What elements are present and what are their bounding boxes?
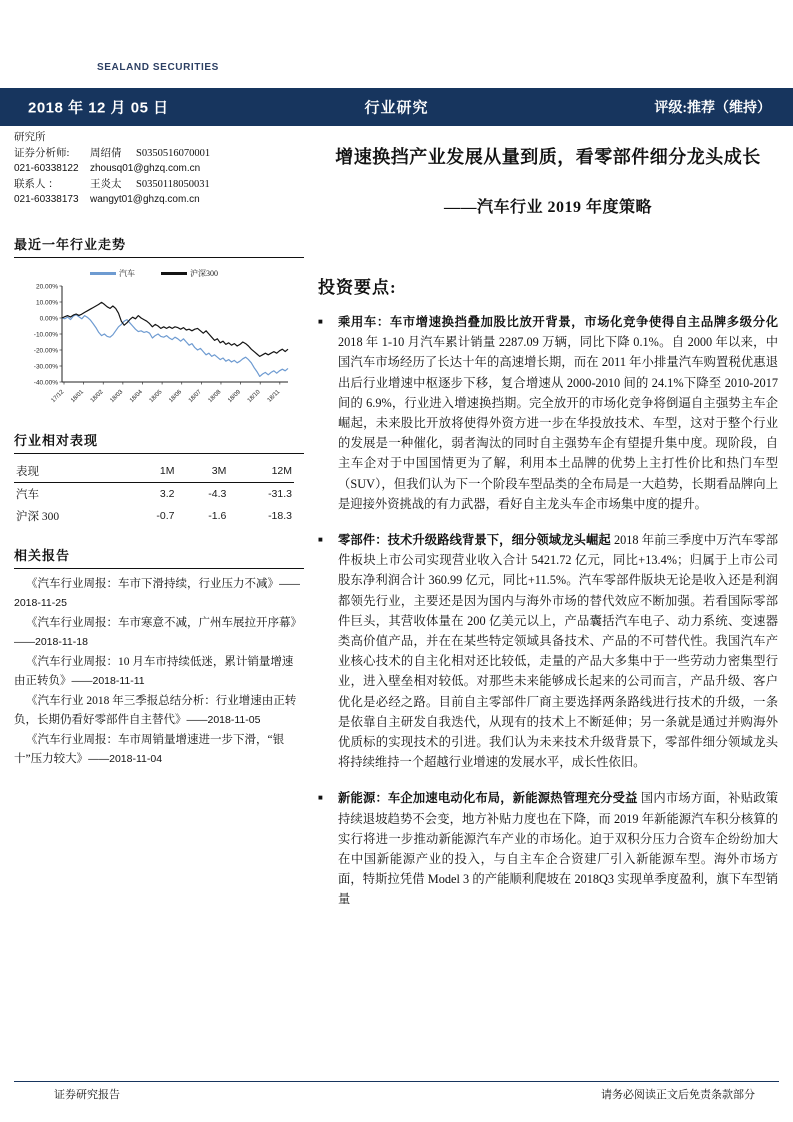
report-rating: 评级:推荐（维持） (654, 101, 771, 116)
analyst-license-code: S0350516070001 (136, 147, 211, 159)
investment-point-text: 2018 年 1-10 月汽车累计销量 2287.09 万辆，同比下降 0.1%。自 2000 年以来，中国汽车市场经历了长达十年的高速增长期，而在 2011 年小排量汽车购置税优惠退出后行业增速中枢逐步下移，复合增速从 2000-2010 间的 24.1%下降至 2010-2017 间的 6.9%，行业进入增速换挡期。完全放开的市场化竞争将倒逼自主强势主车企崛起，未来股比开放将使得外资方进一步在华投放技术、车型，这对于整个行业的发展是一种催化，弱者淘汰的同时自主强势车企有望提升集中度。现阶段，自主车企对于中国国情更为了解，利用本土品牌的优势上主打性价比和热门车型（SUV），但我们认为下一个阶段车型品类的全布局是一大趋势，长期看品牌向上是迎接外资挑战的有力武器，看好自主龙头车企市场集中度的提升。 (338, 335, 778, 511)
svg-text:-20.00%: -20.00% (33, 347, 58, 354)
col-header-3m: 3M (211, 464, 227, 477)
performance-table-head (14, 460, 294, 483)
trend-heading: 最近一年行业走势 (14, 236, 127, 252)
analyst-email[interactable]: zhousq01@ghzq.com.cn (90, 163, 201, 174)
contact-row (14, 177, 304, 193)
svg-text:18/11: 18/11 (266, 388, 282, 404)
svg-text:-40.00%: -40.00% (33, 379, 58, 386)
table-row (14, 505, 294, 527)
table-cell: 3.2 (125, 482, 177, 505)
svg-text:18/08: 18/08 (207, 388, 223, 404)
col-header-12m: 12M (271, 464, 292, 477)
investment-point-text: 2018 年前三季度中万汽车零部件板块上市公司实现营业收入合计 5421.72 亿元，同比+13.4%；归属于上市公司股东净利润合计 360.99 亿元，同比+11.5%。汽车零部件版块无论是收入还是利润都领先行业，主要还是因为国内与海外市场的替代效应不断加强。若看国际零部件巨头，其营收体量在 200 亿美元以上，产品囊括汽车电子、动力系统、变速器类高价值产品，并在在某些特定领域具备技术、产品的不可替代性。我国汽车产业核心技术的自主化相对还比较低，走量的产品大多集中于一些劳动力密集型行业，进入壁垒相对较低。对那些未来能够成长起来的公司而言，产品升级、客户优化是必经之路。目前自主零部件厂商主要选择两条路线进行技术的升级，一条是依靠自主研发自我迭代，从现有的技术上不断延伸；另一条就是通过并购海外优质标的实现技术的引进。我们认为未来技术升级背景下，零部件细分领域龙头将持续维持一个超越行业增速的发展水平，成长性依旧。 (338, 533, 778, 770)
department-label: 研究所 (14, 132, 46, 143)
performance-heading-rule (14, 453, 304, 454)
table-cell: -31.3 (228, 482, 294, 505)
investment-point (318, 530, 778, 772)
svg-text:18/04: 18/04 (129, 388, 144, 404)
report-header-band (0, 88, 793, 126)
related-report-item[interactable] (14, 653, 304, 691)
related-report-title: 《汽车行业周报：10 月车市持续低迷，累计销量增速由正转负》 (14, 655, 294, 687)
company-logo-text: SEALAND SECURITIES (97, 62, 219, 73)
related-report-date: ——2018-11-04 (88, 752, 163, 765)
analyst-name: 周绍倩 (90, 147, 122, 159)
svg-text:0.00%: 0.00% (39, 315, 58, 322)
table-cell: -1.6 (208, 509, 227, 522)
investment-point-body (338, 312, 778, 514)
performance-section (14, 430, 304, 527)
table-header-row (14, 460, 294, 483)
analyst-phone: 021-60338122 (14, 163, 79, 174)
svg-text:-10.00%: -10.00% (33, 331, 58, 338)
svg-text:17/12: 17/12 (50, 388, 66, 404)
bullet-square-icon: ■ (318, 793, 323, 803)
bullet-square-icon: ■ (318, 317, 323, 326)
contact-role-label: 联系人 ： (14, 178, 59, 190)
svg-text:18/06: 18/06 (168, 388, 184, 404)
footer-right-text: 请务必阅读正文后免责条款部分 (601, 1089, 755, 1101)
table-cell: -4.3 (177, 482, 229, 505)
footer-left-text: 证券研究报告 (54, 1089, 120, 1101)
main-content (318, 126, 778, 926)
related-report-item[interactable] (14, 575, 304, 613)
svg-text:18/07: 18/07 (187, 388, 203, 404)
svg-text:10.00%: 10.00% (35, 299, 58, 306)
related-report-item[interactable] (14, 692, 304, 730)
brand-row (0, 62, 793, 86)
svg-text:18/01: 18/01 (70, 388, 86, 404)
related-report-title: 《汽车行业 2018 年三季报总结分析：行业增速由正转负，长期仍看好零部件自主替代》 (14, 694, 297, 726)
report-category: 行业研究 (364, 100, 429, 117)
legend-label-csi300: 沪深300 (190, 269, 218, 278)
related-report-title: 《汽车行业周报：车市下滑持续，行业压力不减》 (26, 577, 279, 590)
performance-table-body (14, 482, 294, 527)
page-footer (14, 1086, 779, 1106)
related-reports-list (14, 575, 304, 769)
investment-point-lead: 零部件：技术升级路线背景下，细分领域龙头崛起 (338, 533, 611, 548)
table-cell: -18.3 (268, 509, 292, 522)
investment-point-body (338, 788, 778, 909)
related-report-date: ——2018-11-25 (14, 577, 300, 609)
related-reports-heading: 相关报告 (14, 547, 71, 563)
related-report-title: 《汽车行业周报：车市周销量增速进一步下滑，“银十”压力较大》 (14, 733, 285, 765)
legend-swatch-csi300 (161, 272, 187, 275)
row-label: 沪深 300 (16, 510, 60, 523)
table-row (14, 482, 294, 505)
svg-text:18/09: 18/09 (227, 388, 243, 404)
trend-heading-rule (14, 257, 304, 258)
investment-point-lead: 新能源：车企加速电动化布局，新能源热管理充分受益 (338, 791, 638, 806)
investment-point (318, 312, 778, 514)
investment-point-body (338, 530, 778, 772)
page-subtitle: ——汽车行业 2019 年度策略 (443, 199, 652, 216)
col-header-1m: 1M (159, 464, 175, 477)
contact-name: 王炎太 (90, 178, 122, 190)
related-report-date: ——2018-11-05 (186, 713, 261, 726)
svg-text:-30.00%: -30.00% (33, 363, 58, 370)
contact-phone: 021-60338173 (14, 194, 79, 205)
col-header-metric: 表现 (16, 465, 39, 478)
related-report-date: ——2018-11-11 (71, 674, 145, 687)
performance-table (14, 460, 294, 527)
related-report-title: 《汽车行业周报：车市寒意不减，广州车展拉开序幕》 (26, 616, 302, 629)
related-report-item[interactable] (14, 731, 304, 769)
contact-contact-row (14, 192, 304, 208)
analyst-role-label: 证券分析师: (14, 147, 70, 159)
document-body (0, 126, 793, 1076)
analyst-info-block (14, 126, 304, 208)
legend-label-auto: 汽车 (119, 269, 135, 278)
related-report-date: ——2018-11-18 (14, 635, 88, 648)
contact-license-code: S0350118050031 (136, 178, 210, 190)
left-sidebar (14, 126, 304, 770)
page-title: 增速换挡产业发展从量到质，看零部件细分龙头成长 (335, 147, 761, 167)
analyst-contact-row (14, 161, 304, 177)
related-reports-section (14, 545, 304, 769)
investment-point (318, 788, 778, 909)
investment-points-list (318, 312, 778, 910)
svg-text:18/10: 18/10 (246, 388, 262, 404)
investment-point-lead: 乘用车：车市增速换挡叠加股比放开背景，市场化竞争使得自主品牌多级分化 (338, 315, 778, 329)
related-reports-heading-rule (14, 568, 304, 569)
trend-chart-svg (14, 280, 294, 416)
footer-divider (14, 1081, 779, 1082)
legend-swatch-auto (90, 272, 116, 275)
trend-section (14, 234, 304, 416)
analyst-row (14, 146, 304, 162)
table-cell: -0.7 (156, 509, 175, 522)
row-label: 汽车 (14, 482, 125, 505)
svg-text:18/05: 18/05 (148, 388, 164, 404)
svg-text:18/02: 18/02 (89, 388, 105, 404)
industry-trend-chart (14, 266, 294, 416)
svg-text:20.00%: 20.00% (35, 283, 58, 290)
investment-points-heading: 投资要点: (318, 278, 397, 297)
performance-heading: 行业相对表现 (14, 432, 99, 448)
svg-text:18/03: 18/03 (109, 388, 125, 404)
investment-point-text: 国内市场方面，补贴政策持续退坡趋势不会变，地方补贴力度也在下降，而 2019 年新能源汽车积分核算的实行将进一步推动新能源汽车产业的市场化。迫于双积分压力合资车企纷纷加大在中国新能源产业的投入，与自主车企合资建厂引入新能源车型。海外市场方面，特斯拉凭借 Model 3 的产能顺利爬坡在 2018Q3 实现单季度盈利，旗下车型销量 (338, 791, 778, 907)
report-date: 2018 年 12 月 05 日 (28, 99, 169, 117)
bullet-square-icon: ■ (318, 535, 323, 545)
contact-email[interactable]: wangyt01@ghzq.com.cn (90, 194, 200, 205)
related-report-item[interactable] (14, 614, 304, 652)
